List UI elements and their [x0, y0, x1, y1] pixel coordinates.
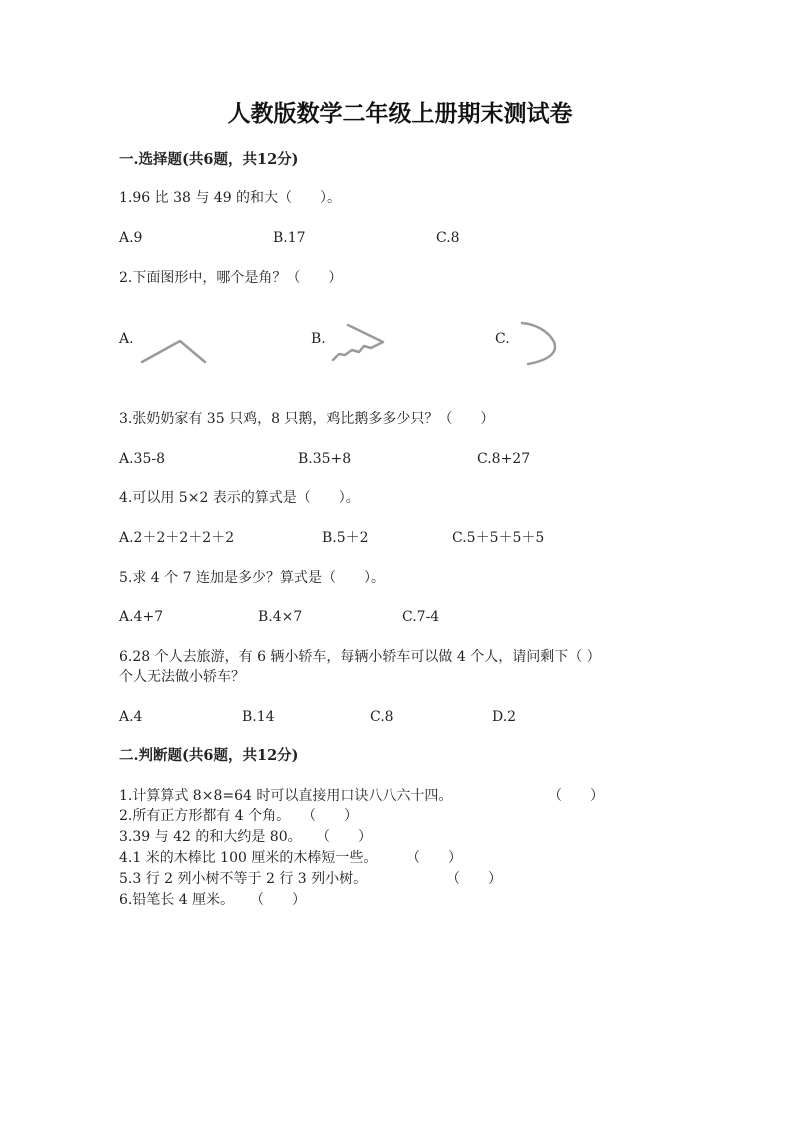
q2-option-b[interactable]: B.	[311, 331, 326, 347]
tf3-text: 3.39 与 42 的和大约是 80。	[119, 829, 302, 845]
q4-option-b[interactable]: B.5＋2	[322, 530, 369, 546]
tf1-text: 1.计算算式 8×8=64 时可以直接用口诀八八六十四。	[119, 788, 453, 804]
q3-option-c[interactable]: C.8+27	[477, 451, 531, 467]
q1-option-a[interactable]: A.9	[119, 230, 143, 246]
section2-heading: 二.判断题(共6题，共12分)	[119, 747, 299, 764]
tf1-blank[interactable]: （ ）	[548, 788, 604, 804]
q6-option-c[interactable]: C.8	[370, 709, 394, 725]
tf6-text: 6.铅笔长 4 厘米。	[119, 892, 235, 908]
q2-figure-c-curve	[510, 318, 566, 370]
q2-option-a[interactable]: A.	[119, 331, 134, 347]
tf4-blank[interactable]: （ ）	[406, 850, 462, 866]
q4-stem: 4.可以用 5×2 表示的算式是（ ）。	[119, 490, 360, 506]
q2-figure-a-angle	[138, 333, 210, 365]
q3-option-b[interactable]: B.35+8	[298, 451, 352, 467]
q6-option-d[interactable]: D.2	[492, 709, 517, 725]
q2-option-c[interactable]: C.	[495, 331, 510, 347]
q3-option-a[interactable]: A.35-8	[119, 451, 166, 467]
q2-figure-b-zigzag	[328, 320, 392, 368]
tf6-blank[interactable]: （ ）	[250, 892, 306, 908]
tf5-text: 5.3 行 2 列小树不等于 2 行 3 列小树。	[119, 871, 368, 887]
page-title: 人教版数学二年级上册期末测试卷	[227, 100, 573, 127]
q5-option-a[interactable]: A.4+7	[119, 609, 164, 625]
tf4-text: 4.1 米的木棒比 100 厘米的木棒短一些。	[119, 850, 378, 866]
q1-option-c[interactable]: C.8	[436, 230, 460, 246]
q3-stem: 3.张奶奶家有 35 只鸡，8 只鹅，鸡比鹅多多少只？（ ）	[119, 411, 495, 427]
q1-stem: 1.96 比 38 与 49 的和大（ ）。	[119, 190, 342, 206]
q6-option-a[interactable]: A.4	[119, 709, 143, 725]
q4-option-c[interactable]: C.5＋5＋5＋5	[452, 530, 545, 546]
tf3-blank[interactable]: （ ）	[316, 829, 372, 845]
tf5-blank[interactable]: （ ）	[446, 871, 502, 887]
q4-option-a[interactable]: A.2＋2＋2＋2＋2	[119, 530, 235, 546]
q6-stem-line1: 6.28 个人去旅游，有 6 辆小轿车，每辆小轿车可以做 4 个人，请问剩下（ ）	[119, 649, 601, 665]
q2-stem: 2.下面图形中，哪个是角？（ ）	[119, 270, 343, 286]
tf2-blank[interactable]: （ ）	[302, 808, 358, 824]
q6-stem-line2: 个人无法做小轿车？	[119, 669, 245, 685]
q5-stem: 5.求 4 个 7 连加是多少？算式是（ ）。	[119, 570, 385, 586]
tf2-text: 2.所有正方形都有 4 个角。	[119, 808, 291, 824]
section1-heading: 一.选择题(共6题，共12分)	[119, 151, 299, 168]
q6-option-b[interactable]: B.14	[242, 709, 275, 725]
q5-option-b[interactable]: B.4×7	[258, 609, 303, 625]
q5-option-c[interactable]: C.7-4	[402, 609, 440, 625]
q1-option-b[interactable]: B.17	[273, 230, 306, 246]
